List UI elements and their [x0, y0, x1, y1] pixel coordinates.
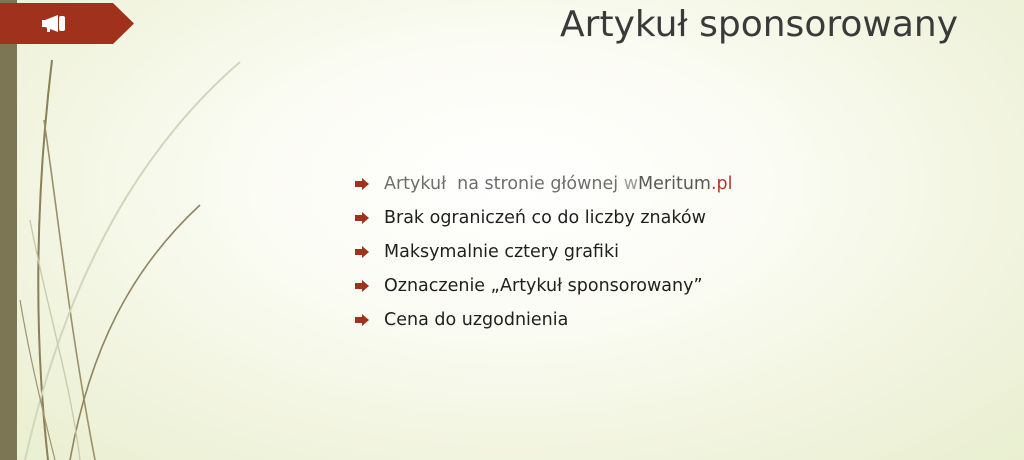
bullet-item — [355, 169, 733, 203]
slide-title: Artykuł sponsorowany — [560, 4, 958, 45]
arrow-bullet-icon — [355, 314, 369, 326]
bullet-text: Artykuł na stronie głównej — [384, 174, 624, 194]
bullet-text: Oznaczenie „Artykuł sponsorowany” — [384, 276, 703, 296]
bullet-item — [355, 305, 733, 339]
brand-name: Meritum — [638, 174, 711, 194]
bullet-text: Cena do uzgodnienia — [384, 310, 569, 330]
brand-tld: .pl — [710, 174, 733, 194]
grass-decoration — [0, 0, 260, 460]
arrow-bullet-icon — [355, 212, 369, 224]
title-flag — [0, 3, 134, 44]
brand-w: w — [623, 174, 639, 194]
bullet-item — [355, 203, 733, 237]
arrow-bullet-icon — [355, 246, 369, 258]
arrow-bullet-icon — [355, 178, 369, 190]
bullet-list — [355, 169, 733, 339]
bullet-item — [355, 271, 733, 305]
bullet-text: Maksymalnie cztery grafiki — [384, 242, 619, 262]
bullet-text: Brak ograniczeń co do liczby znaków — [384, 208, 706, 228]
bullet-item — [355, 237, 733, 271]
arrow-bullet-icon — [355, 280, 369, 292]
flag-shape — [0, 3, 134, 44]
